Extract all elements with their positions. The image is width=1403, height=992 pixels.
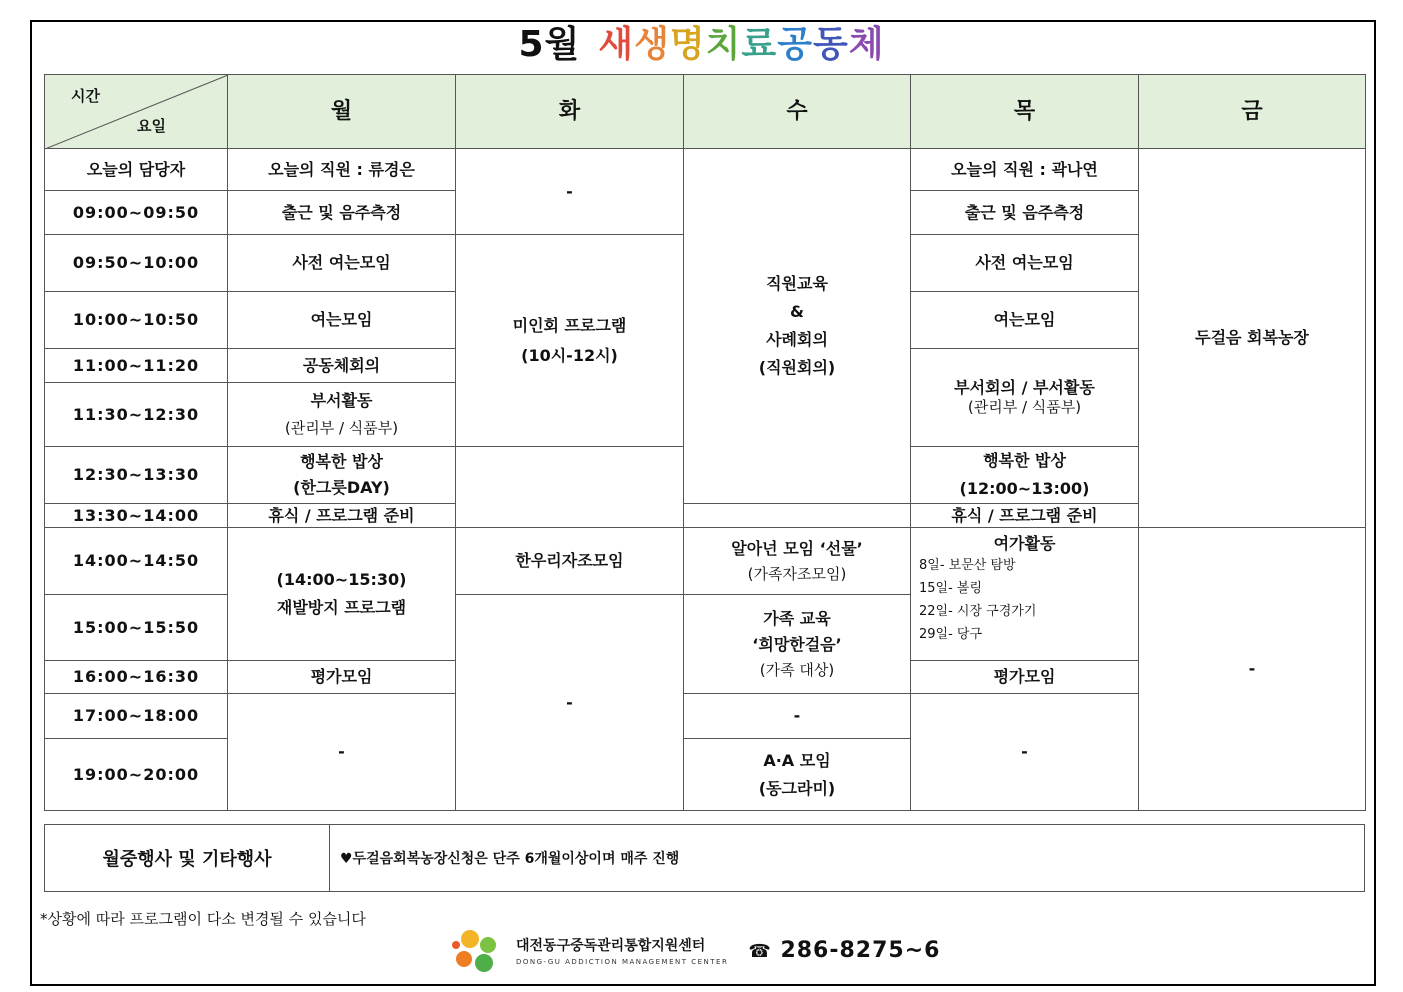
thu-dept-label: 부서회의 / 부서활동 [954, 378, 1095, 398]
leisure-item: 15일- 볼링 [919, 581, 983, 596]
thu-pre-open: 사전 여는모임 [911, 235, 1139, 292]
mon-rest: 휴식 / 프로그램 준비 [228, 504, 456, 528]
title-char: 공 [777, 24, 813, 65]
mon-dept-sub: (관리부 / 식품부) [284, 419, 399, 438]
leisure-item: 22일- 시장 구경가기 [919, 604, 1037, 619]
wed-staff-edu: 직원교육 [766, 274, 828, 293]
time-cell: 11:30~12:30 [45, 383, 228, 447]
thu-meal-time: (12:00~13:00) [959, 479, 1090, 498]
wed-family-edu [684, 595, 911, 694]
time-cell: 17:00~18:00 [45, 694, 228, 739]
events-label: 월중행사 및 기타행사 [45, 825, 330, 891]
title-char: 생 [634, 24, 670, 65]
wed-aa-label: A·A 모임 [763, 750, 831, 770]
day-header-fri: 금 [1139, 75, 1366, 149]
thu-leisure [911, 528, 1139, 661]
wed-case-sub: (직원회의) [758, 358, 836, 377]
leisure-item: 29일- 당구 [919, 627, 983, 642]
fri-farm: 두걸음 회복농장 [1139, 149, 1366, 528]
title-char: 체 [848, 24, 885, 65]
mon-staff: 오늘의 직원 : 류경은 [228, 149, 456, 191]
tue-mi-program [456, 235, 684, 447]
title-char: 명 [669, 24, 706, 65]
thu-open: 여는모임 [911, 292, 1139, 349]
mon-meal-sub: (한그릇DAY) [293, 478, 390, 497]
wed-empty [684, 504, 911, 528]
wed-alanon-sub: (가족자조모임) [747, 564, 847, 583]
wed-aa [684, 739, 911, 811]
mon-checkin: 출근 및 음주측정 [228, 191, 456, 235]
time-cell: 19:00~20:00 [45, 739, 228, 811]
header-corner [45, 75, 228, 149]
mon-relapse-label: 재발방지 프로그램 [276, 598, 407, 617]
thu-meal [911, 447, 1139, 504]
page-title [0, 22, 1403, 68]
time-cell: 15:00~15:50 [45, 595, 228, 661]
day-header-mon: 월 [228, 75, 456, 149]
mon-dept-label: 부서활동 [310, 391, 373, 411]
phone [748, 938, 940, 963]
monthly-events [44, 824, 1365, 892]
time-cell: 14:00~14:50 [45, 528, 228, 595]
center-logo-icon [448, 925, 508, 975]
wed-family-sub: (가족 대상) [759, 660, 835, 679]
wed-alanon [684, 528, 911, 595]
thu-leisure-label: 여가활동 [993, 534, 1056, 553]
footer [448, 924, 940, 976]
time-cell: 13:30~14:00 [45, 504, 228, 528]
mon-open: 여는모임 [228, 292, 456, 349]
tue-afternoon-dash: - [456, 595, 684, 811]
time-cell: 오늘의 담당자 [45, 149, 228, 191]
schedule-table [44, 74, 1366, 811]
org-name-kr: 대전동구중독관리통합지원센터 [516, 937, 706, 954]
thu-rest: 휴식 / 프로그램 준비 [911, 504, 1139, 528]
tue-empty [456, 447, 684, 528]
tue-mi-time: (10시-12시) [521, 345, 618, 365]
thu-eval: 평가모임 [911, 661, 1139, 694]
mon-eval: 평가모임 [228, 661, 456, 694]
title-month: 5월 [518, 24, 581, 65]
thu-checkin: 출근 및 음주측정 [911, 191, 1139, 235]
wed-staff-training [684, 149, 911, 504]
thu-dept [911, 349, 1139, 447]
time-header-label: 시간 [71, 87, 100, 105]
wed-family-label: 가족 교육 [763, 608, 831, 628]
tue-morning-dash: - [456, 149, 684, 235]
time-cell: 09:00~09:50 [45, 191, 228, 235]
leisure-item: 8일- 보문산 탐방 [919, 558, 1016, 573]
org-name-en: DONG-GU ADDICTION MANAGEMENT CENTER [516, 957, 729, 966]
wed-family-name: ‘희망한걸음’ [752, 634, 842, 654]
day-header-wed: 수 [684, 75, 911, 149]
wed-alanon-label: 알아넌 모임 ‘선물’ [731, 538, 863, 558]
thu-staff: 오늘의 직원 : 곽나연 [911, 149, 1139, 191]
wed-aa-sub: (동그라미) [758, 778, 836, 798]
time-cell: 10:00~10:50 [45, 292, 228, 349]
thu-dept-sub: (관리부 / 식품부) [967, 398, 1082, 417]
mon-evening-dash: - [228, 694, 456, 811]
mon-dept [228, 383, 456, 447]
mon-meal-label: 행복한 밥상 [300, 452, 383, 471]
mon-relapse-time: (14:00~15:30) [276, 570, 407, 589]
day-header-thu: 목 [911, 75, 1139, 149]
title-char: 치 [705, 24, 742, 65]
thu-evening-dash: - [911, 694, 1139, 811]
mon-relapse [228, 528, 456, 661]
mon-meal [228, 447, 456, 504]
time-cell: 11:00~11:20 [45, 349, 228, 383]
title-name [598, 24, 884, 65]
wed-evening-dash: - [684, 694, 911, 739]
phone-number: 286-8275~6 [780, 937, 941, 963]
telephone-icon: ☎ [748, 940, 772, 962]
title-char: 새 [598, 24, 635, 65]
fri-afternoon-dash: - [1139, 528, 1366, 811]
wed-amp: & [790, 302, 804, 321]
org-name [516, 935, 728, 966]
title-char: 동 [812, 24, 849, 65]
mon-pre-open: 사전 여는모임 [228, 235, 456, 292]
tue-mi-label: 미인회 프로그램 [512, 315, 627, 335]
time-cell: 16:00~16:30 [45, 661, 228, 694]
day-header-label: 요일 [137, 117, 166, 135]
mon-community: 공동체회의 [228, 349, 456, 383]
time-cell: 12:30~13:30 [45, 447, 228, 504]
time-cell: 09:50~10:00 [45, 235, 228, 292]
events-text: ♥두걸음회복농장신청은 단주 6개월이상이며 매주 진행 [340, 851, 680, 867]
tue-self-help: 한우리자조모임 [456, 528, 684, 595]
day-header-tue: 화 [456, 75, 684, 149]
change-notice: *상황에 따라 프로그램이 다소 변경될 수 있습니다 [40, 910, 366, 928]
thu-meal-label: 행복한 밥상 [983, 451, 1066, 470]
title-char: 료 [741, 24, 778, 65]
wed-case: 사례회의 [766, 330, 828, 349]
